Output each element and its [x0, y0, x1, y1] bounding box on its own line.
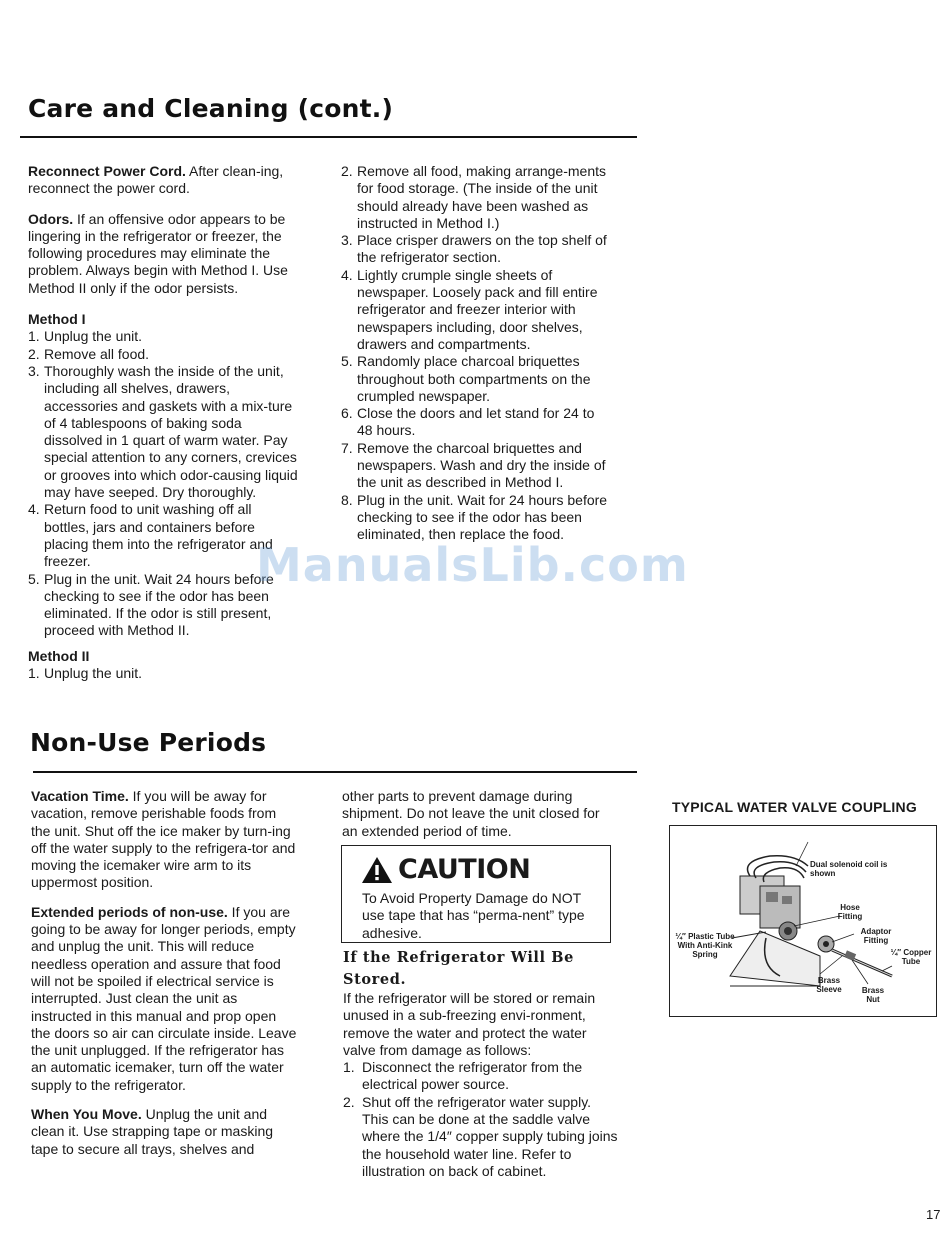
care-heading: Care and Cleaning (cont.) — [28, 94, 394, 123]
method2-steps — [341, 163, 611, 544]
label-hose-fitting: Hose Fitting — [837, 903, 863, 921]
method1-title: Method I — [28, 311, 86, 328]
list-item: 1. Disconnect the refrigerator from the electrical power source. — [343, 1059, 583, 1093]
stored-heading: If the Refrigerator Will Be Stored. — [343, 949, 574, 988]
water-valve-diagram — [669, 825, 937, 1017]
move-continued: other parts to prevent damage during shipment. Do not leave the unit closed for an extended period of time. — [342, 788, 600, 839]
list-item: 2. Remove all food. — [28, 345, 150, 362]
list-item: 3. Place crisper drawers on the top shelf of the refrigerator section. — [341, 232, 607, 266]
list-item: 1. Unplug the unit. — [28, 665, 143, 682]
caution-title: CAUTION — [398, 854, 531, 885]
list-item: 2. Remove all food, making arrange-ments for food storage. (The inside of the unit should already have been washed as instructed in Method I.) — [341, 163, 607, 231]
label-plastic-tube: ¼″ Plastic Tube With Anti-Kink Spring — [675, 932, 735, 959]
list-item: 4. Return food to unit washing off all bottles, jars and containers before placing them into the refrigerator and freezer. — [28, 501, 273, 570]
list-item: 5. Plug in the unit. Wait 24 hours before checking to see if the odor has been eliminated. If the odor is still present, proceed with Method II. — [28, 570, 274, 639]
list-item: 5. Randomly place charcoal briquettes throughout both compartments on the crumpled newspaper. — [341, 353, 591, 404]
reconnect-paragraph: Reconnect Power Cord. After clean-ing, reconnect the power cord. — [28, 163, 284, 197]
diagram-title: TYPICAL WATER VALVE COUPLING — [672, 799, 917, 815]
move-paragraph: When You Move. Unplug the unit and clean it. Use strapping tape or masking tape to secure all trays, shelves and — [31, 1106, 274, 1157]
nonuse-rule — [33, 771, 637, 773]
method1-steps — [28, 328, 298, 639]
label-dual-solenoid-coil: Dual solenoid coil is shown — [810, 860, 888, 878]
list-item: 3. Thoroughly wash the inside of the unit, including all shelves, drawers, accessories and gaskets with a mix-ture of 4 tablespoons of baking soda dissolved in 1 quart of warm water. Pay special attention to any corners, crevices or grooves into which odor-causing liquid may have seeped. Dry thoroughly. — [28, 362, 298, 501]
nonuse-heading: Non-Use Periods — [30, 728, 267, 757]
vacation-paragraph: Vacation Time. If you will be away for vacation, remove perishable foods from the unit. Shut off the ice maker by turn-ing off the water supply to the refrigera-tor and moving the icemaker wire arm to its uppermost position. — [31, 788, 296, 891]
watermark: ManualsLib.com — [256, 538, 689, 592]
extended-paragraph: Extended periods of non-use. If you are going to be away for longer periods, empty and unplug the unit. This will reduce needless operation and assure that food will not be spoiled if electrical service is interrupted. Just clean the unit as instructed in this manual and prop open the doors so air can circulate inside. Leave the unit unplugged. If the refrigerator has an automatic icemaker, turn off the water supply to the refrigerator. — [31, 903, 297, 1093]
warning-icon — [360, 855, 394, 885]
label-adaptor-fitting: Adaptor Fitting — [860, 927, 892, 945]
care-left-column — [28, 163, 298, 682]
caution-title-row — [360, 854, 530, 885]
stored-section — [343, 990, 619, 1180]
list-item: 7. Remove the charcoal briquettes and newspapers. Wash and dry the inside of the unit as described in Method I. — [341, 439, 606, 491]
list-item: 6. Close the doors and let stand for 24 to 48 hours. — [341, 405, 595, 439]
nonuse-left-column — [31, 788, 298, 1158]
care-rule — [20, 136, 637, 138]
caution-box — [341, 845, 611, 943]
page-number: 17 — [926, 1207, 941, 1222]
list-item: 1. Unplug the unit. — [28, 328, 143, 345]
list-item: 2. Shut off the refrigerator water supply. This can be done at the saddle valve where the 1/4″ copper supply tubing joins the household water line. Refer to illustration on back of cabinet. — [343, 1093, 618, 1179]
stored-intro: If the refrigerator will be stored or remain unused in a sub-freezing envi-ronment, remove the water and protect the water valve from damage as follows: — [343, 990, 596, 1058]
care-right-column — [341, 163, 611, 544]
list-item: 4. Lightly crumple single sheets of newspaper. Loosely pack and fill entire refrigerator and freezer interior with newspapers including, door shelves, drawers and compartments. — [341, 266, 598, 352]
label-brass-sleeve: Brass Sleeve — [816, 976, 842, 994]
label-copper-tube: ¼″ Copper Tube — [890, 948, 932, 966]
odors-paragraph: Odors. If an offensive odor appears to be lingering in the refrigerator or freezer, the following procedures may eliminate the problem. Always begin with Method I. Use Method II only if the odor persists. — [28, 210, 288, 296]
stored-steps — [343, 1059, 619, 1180]
list-item: 8. Plug in the unit. Wait for 24 hours before checking to see if the odor has been eliminated, then replace the food. — [341, 491, 608, 543]
valve-illustration — [670, 826, 936, 1016]
method2-first-step — [28, 665, 298, 682]
method2-title: Method II — [28, 647, 90, 664]
caution-text: To Avoid Property Damage do NOT use tape that has “perma-nent” type adhesive. — [362, 890, 585, 941]
label-brass-nut: Brass Nut — [861, 986, 885, 1004]
